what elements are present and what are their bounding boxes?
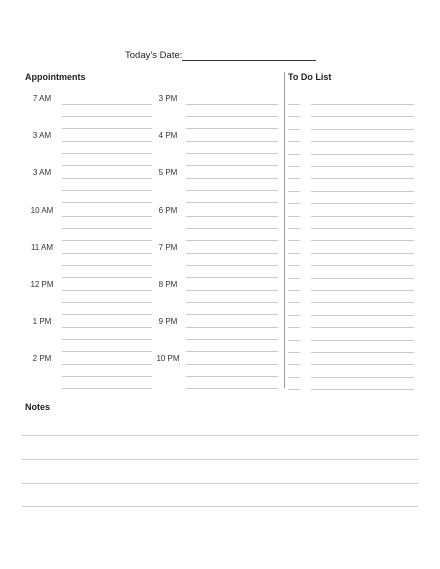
appointment-line[interactable]: [62, 388, 152, 389]
appointment-line[interactable]: [62, 165, 152, 166]
time-label-right: 10 PM: [156, 354, 180, 364]
todo-checkbox[interactable]: [288, 377, 300, 378]
todo-line[interactable]: [311, 216, 414, 217]
appointment-line[interactable]: [62, 339, 152, 340]
appointment-line[interactable]: [62, 351, 152, 352]
appointment-line[interactable]: [62, 314, 152, 315]
todo-line[interactable]: [311, 278, 414, 279]
todo-line[interactable]: [311, 116, 414, 117]
appointment-line[interactable]: [186, 277, 278, 278]
appointment-line[interactable]: [62, 190, 152, 191]
todo-checkbox[interactable]: [288, 191, 300, 192]
time-label-right: 3 PM: [158, 94, 178, 103]
appointments-heading: Appointments: [25, 72, 86, 82]
appointment-line[interactable]: [62, 277, 152, 278]
appointment-line[interactable]: [186, 190, 278, 191]
appointment-line[interactable]: [62, 104, 152, 105]
todo-checkbox[interactable]: [288, 240, 300, 241]
appointment-line[interactable]: [62, 153, 152, 154]
time-label-left: 7 AM: [32, 94, 52, 103]
todo-line[interactable]: [311, 327, 414, 328]
time-label-right: 8 PM: [158, 280, 178, 289]
appointment-line[interactable]: [62, 240, 152, 241]
time-label-right: 4 PM: [158, 131, 178, 141]
todo-line[interactable]: [311, 377, 414, 378]
appointment-line[interactable]: [62, 364, 152, 365]
time-label-left: 10 AM: [30, 205, 54, 215]
todays-date-label: Today’s Date:: [125, 50, 183, 61]
appointment-line[interactable]: [62, 116, 152, 117]
todo-line[interactable]: [311, 253, 414, 254]
todo-checkbox[interactable]: [288, 178, 300, 179]
appointment-line[interactable]: [186, 265, 278, 266]
notes-line[interactable]: [22, 459, 418, 460]
appointment-line[interactable]: [186, 302, 278, 303]
todo-checkbox[interactable]: [288, 203, 300, 204]
todo-line[interactable]: [311, 364, 414, 365]
todo-checkbox[interactable]: [288, 315, 300, 316]
todo-checkbox[interactable]: [288, 253, 300, 254]
todo-line[interactable]: [311, 265, 414, 266]
appointment-line[interactable]: [62, 202, 152, 203]
appointment-line[interactable]: [186, 178, 278, 179]
appointment-line[interactable]: [186, 376, 278, 377]
appointment-line[interactable]: [62, 178, 152, 179]
notes-line[interactable]: [22, 435, 418, 436]
appointment-line[interactable]: [186, 339, 278, 340]
appointment-line[interactable]: [62, 327, 152, 328]
time-label-left: 2 PM: [32, 354, 52, 364]
todo-line[interactable]: [311, 228, 414, 229]
appointment-line[interactable]: [186, 314, 278, 315]
todays-date-field[interactable]: [182, 60, 316, 61]
todo-checkbox[interactable]: [288, 302, 300, 303]
todo-checkbox[interactable]: [288, 278, 300, 279]
todo-checkbox[interactable]: [288, 364, 300, 365]
todo-line[interactable]: [311, 290, 414, 291]
appointment-line[interactable]: [62, 302, 152, 303]
todo-line[interactable]: [311, 352, 414, 353]
todo-heading: To Do List: [288, 72, 332, 82]
appointment-line[interactable]: [186, 388, 278, 389]
column-divider: [284, 72, 285, 388]
todo-checkbox[interactable]: [288, 129, 300, 130]
notes-heading: Notes: [25, 402, 51, 412]
appointment-line[interactable]: [186, 141, 278, 142]
todo-line[interactable]: [311, 166, 414, 167]
appointment-line[interactable]: [186, 104, 278, 105]
todo-checkbox[interactable]: [288, 166, 300, 167]
appointment-line[interactable]: [62, 128, 152, 129]
todo-line[interactable]: [311, 389, 414, 390]
time-label-left: 3 AM: [32, 168, 52, 178]
todo-line[interactable]: [311, 178, 414, 179]
notes-line[interactable]: [22, 483, 418, 484]
todo-checkbox[interactable]: [288, 228, 300, 229]
appointment-line[interactable]: [186, 253, 278, 254]
appointment-line[interactable]: [62, 265, 152, 266]
appointment-line[interactable]: [186, 351, 278, 352]
notes-line[interactable]: [22, 506, 418, 507]
time-label-left: 12 PM: [30, 280, 54, 289]
appointment-line[interactable]: [186, 116, 278, 117]
appointment-line[interactable]: [186, 228, 278, 229]
todo-checkbox[interactable]: [288, 154, 300, 155]
appointment-line[interactable]: [186, 364, 278, 365]
appointment-line[interactable]: [186, 128, 278, 129]
todo-line[interactable]: [311, 191, 414, 192]
appointment-line[interactable]: [62, 376, 152, 377]
time-label-right: 6 PM: [158, 205, 178, 215]
appointment-line[interactable]: [186, 216, 278, 217]
todo-line[interactable]: [311, 302, 414, 303]
appointment-line[interactable]: [62, 228, 152, 229]
todo-line[interactable]: [311, 154, 414, 155]
todo-checkbox[interactable]: [288, 389, 300, 390]
time-label-right: 7 PM: [158, 242, 178, 252]
todo-checkbox[interactable]: [288, 340, 300, 341]
appointment-line[interactable]: [186, 202, 278, 203]
appointment-line[interactable]: [62, 216, 152, 217]
todo-line[interactable]: [311, 141, 414, 142]
appointment-line[interactable]: [62, 141, 152, 142]
todo-checkbox[interactable]: [288, 104, 300, 105]
appointment-line[interactable]: [62, 290, 152, 291]
time-label-left: 3 AM: [32, 131, 52, 141]
todo-checkbox[interactable]: [288, 141, 300, 142]
todo-line[interactable]: [311, 203, 414, 204]
todo-line[interactable]: [311, 104, 414, 105]
time-label-left: 1 PM: [32, 317, 52, 327]
todo-line[interactable]: [311, 240, 414, 241]
todo-line[interactable]: [311, 315, 414, 316]
appointment-line[interactable]: [186, 327, 278, 328]
time-label-right: 9 PM: [158, 317, 178, 327]
appointment-line[interactable]: [186, 290, 278, 291]
appointment-line[interactable]: [186, 165, 278, 166]
todo-checkbox[interactable]: [288, 116, 300, 117]
todo-checkbox[interactable]: [288, 352, 300, 353]
appointment-line[interactable]: [186, 153, 278, 154]
todo-checkbox[interactable]: [288, 265, 300, 266]
time-label-left: 11 AM: [30, 242, 54, 252]
time-label-right: 5 PM: [158, 168, 178, 178]
appointment-line[interactable]: [186, 240, 278, 241]
todo-line[interactable]: [311, 340, 414, 341]
appointment-line[interactable]: [62, 253, 152, 254]
todo-line[interactable]: [311, 129, 414, 130]
todo-checkbox[interactable]: [288, 216, 300, 217]
todo-checkbox[interactable]: [288, 327, 300, 328]
todo-checkbox[interactable]: [288, 290, 300, 291]
